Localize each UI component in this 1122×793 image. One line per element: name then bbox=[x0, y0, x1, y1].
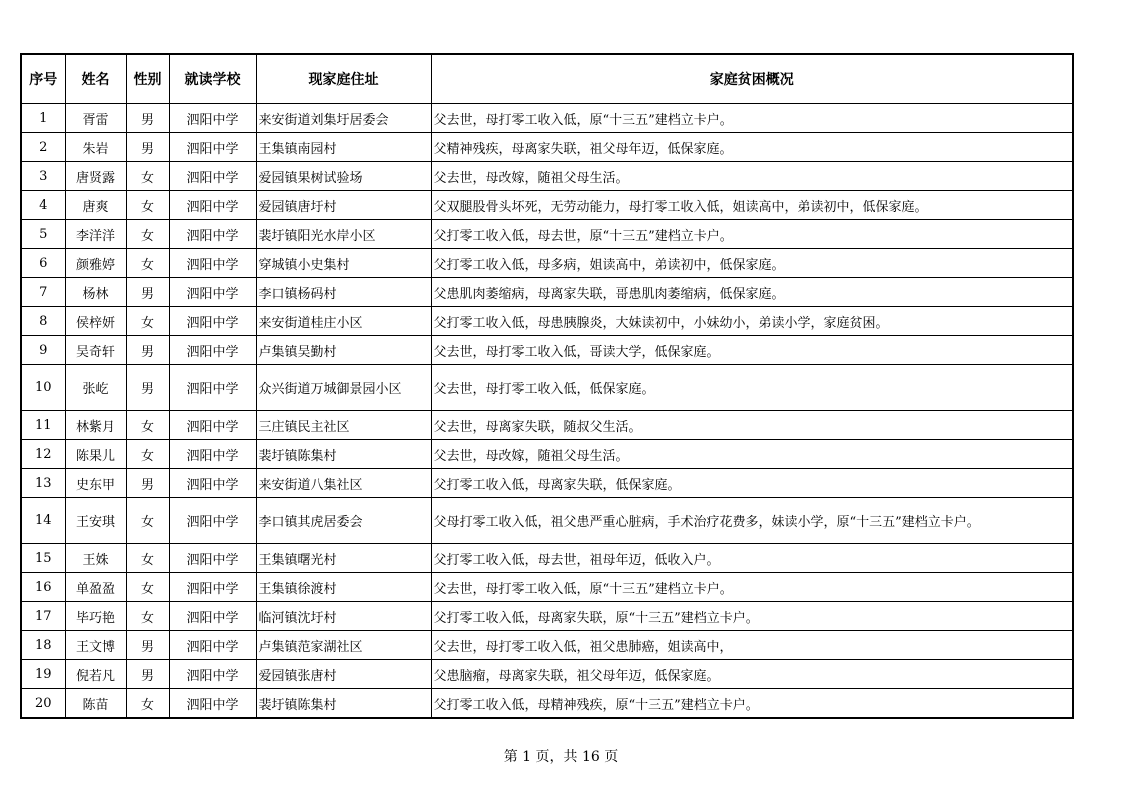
cell-school: 泗阳中学 bbox=[169, 573, 256, 602]
cell-no: 13 bbox=[21, 469, 65, 498]
cell-address: 穿城镇小史集村 bbox=[256, 249, 431, 278]
cell-no: 2 bbox=[21, 133, 65, 162]
table-row bbox=[21, 307, 1073, 336]
cell-school: 泗阳中学 bbox=[169, 278, 256, 307]
cell-no: 3 bbox=[21, 162, 65, 191]
cell-no: 8 bbox=[21, 307, 65, 336]
cell-address: 李口镇其虎居委会 bbox=[256, 498, 431, 544]
cell-school: 泗阳中学 bbox=[169, 191, 256, 220]
cell-school: 泗阳中学 bbox=[169, 220, 256, 249]
cell-gender: 女 bbox=[126, 249, 169, 278]
cell-gender: 女 bbox=[126, 689, 169, 719]
cell-school: 泗阳中学 bbox=[169, 104, 256, 133]
table-row bbox=[21, 220, 1073, 249]
cell-situation: 父去世，母离家失联，随叔父生活。 bbox=[431, 411, 1073, 440]
cell-situation: 父打零工收入低，母去世，原“十三五”建档立卡户。 bbox=[431, 220, 1073, 249]
cell-situation: 父去世，母打零工收入低，祖父患肺癌，姐读高中， bbox=[431, 631, 1073, 660]
student-table bbox=[20, 53, 1074, 719]
cell-situation: 父打零工收入低，母多病，姐读高中，弟读初中，低保家庭。 bbox=[431, 249, 1073, 278]
table-row bbox=[21, 573, 1073, 602]
cell-school: 泗阳中学 bbox=[169, 307, 256, 336]
cell-address: 裴圩镇阳光水岸小区 bbox=[256, 220, 431, 249]
cell-name: 侯梓妍 bbox=[65, 307, 126, 336]
cell-address: 众兴街道万城御景园小区 bbox=[256, 365, 431, 411]
header-address: 现家庭住址 bbox=[256, 54, 431, 104]
cell-situation: 父打零工收入低，母去世，祖母年迈，低收入户。 bbox=[431, 544, 1073, 573]
cell-school: 泗阳中学 bbox=[169, 631, 256, 660]
cell-name: 唐贤露 bbox=[65, 162, 126, 191]
table-row bbox=[21, 162, 1073, 191]
page-footer: 第 1 页，共 16 页 bbox=[503, 749, 619, 765]
cell-name: 倪若凡 bbox=[65, 660, 126, 689]
cell-no: 10 bbox=[21, 365, 65, 411]
table-row bbox=[21, 336, 1073, 365]
cell-gender: 女 bbox=[126, 573, 169, 602]
cell-name: 王姝 bbox=[65, 544, 126, 573]
cell-gender: 女 bbox=[126, 498, 169, 544]
header-school: 就读学校 bbox=[169, 54, 256, 104]
cell-name: 杨林 bbox=[65, 278, 126, 307]
cell-address: 王集镇徐渡村 bbox=[256, 573, 431, 602]
header-situation: 家庭贫困概况 bbox=[431, 54, 1073, 104]
cell-name: 胥雷 bbox=[65, 104, 126, 133]
cell-situation: 父去世，母打零工收入低，低保家庭。 bbox=[431, 365, 1073, 411]
table-row bbox=[21, 133, 1073, 162]
table-row bbox=[21, 544, 1073, 573]
cell-situation: 父打零工收入低，母离家失联，原“十三五”建档立卡户。 bbox=[431, 602, 1073, 631]
table-row bbox=[21, 440, 1073, 469]
cell-situation: 父去世，母打零工收入低，哥读大学，低保家庭。 bbox=[431, 336, 1073, 365]
table-row bbox=[21, 191, 1073, 220]
cell-situation: 父双腿股骨头坏死，无劳动能力，母打零工收入低，姐读高中，弟读初中，低保家庭。 bbox=[431, 191, 1073, 220]
cell-school: 泗阳中学 bbox=[169, 440, 256, 469]
cell-name: 毕巧艳 bbox=[65, 602, 126, 631]
cell-gender: 男 bbox=[126, 336, 169, 365]
cell-address: 裴圩镇陈集村 bbox=[256, 689, 431, 719]
cell-name: 唐爽 bbox=[65, 191, 126, 220]
cell-situation: 父患肌肉萎缩病，母离家失联，哥患肌肉萎缩病，低保家庭。 bbox=[431, 278, 1073, 307]
cell-address: 来安街道刘集圩居委会 bbox=[256, 104, 431, 133]
cell-address: 爱园镇唐圩村 bbox=[256, 191, 431, 220]
cell-gender: 女 bbox=[126, 220, 169, 249]
cell-school: 泗阳中学 bbox=[169, 689, 256, 719]
table-row bbox=[21, 104, 1073, 133]
cell-name: 陈果儿 bbox=[65, 440, 126, 469]
cell-situation: 父打零工收入低，母患胰腺炎，大妹读初中，小妹幼小，弟读小学，家庭贫困。 bbox=[431, 307, 1073, 336]
cell-gender: 男 bbox=[126, 631, 169, 660]
cell-school: 泗阳中学 bbox=[169, 365, 256, 411]
cell-situation: 父去世，母打零工收入低，原“十三五”建档立卡户。 bbox=[431, 104, 1073, 133]
cell-gender: 男 bbox=[126, 660, 169, 689]
cell-school: 泗阳中学 bbox=[169, 498, 256, 544]
cell-situation: 父母打零工收入低，祖父患严重心脏病，手术治疗花费多，妹读小学，原“十三五”建档立卡户。 bbox=[431, 498, 1073, 544]
cell-gender: 女 bbox=[126, 191, 169, 220]
header-no: 序号 bbox=[21, 54, 65, 104]
cell-no: 5 bbox=[21, 220, 65, 249]
cell-name: 李洋洋 bbox=[65, 220, 126, 249]
cell-situation: 父去世，母改嫁，随祖父母生活。 bbox=[431, 162, 1073, 191]
cell-no: 14 bbox=[21, 498, 65, 544]
cell-gender: 女 bbox=[126, 544, 169, 573]
cell-situation: 父患脑瘤，母离家失联，祖父母年迈，低保家庭。 bbox=[431, 660, 1073, 689]
cell-school: 泗阳中学 bbox=[169, 162, 256, 191]
cell-address: 王集镇南园村 bbox=[256, 133, 431, 162]
cell-no: 16 bbox=[21, 573, 65, 602]
cell-address: 爱园镇果树试验场 bbox=[256, 162, 431, 191]
cell-address: 李口镇杨码村 bbox=[256, 278, 431, 307]
cell-gender: 男 bbox=[126, 365, 169, 411]
cell-situation: 父打零工收入低，母离家失联，低保家庭。 bbox=[431, 469, 1073, 498]
cell-gender: 男 bbox=[126, 133, 169, 162]
cell-address: 来安街道八集社区 bbox=[256, 469, 431, 498]
table-row bbox=[21, 411, 1073, 440]
table-row bbox=[21, 278, 1073, 307]
cell-gender: 男 bbox=[126, 469, 169, 498]
cell-name: 史东甲 bbox=[65, 469, 126, 498]
cell-no: 18 bbox=[21, 631, 65, 660]
header-row bbox=[21, 54, 1073, 104]
header-gender: 性别 bbox=[126, 54, 169, 104]
cell-gender: 女 bbox=[126, 307, 169, 336]
cell-school: 泗阳中学 bbox=[169, 660, 256, 689]
header-name: 姓名 bbox=[65, 54, 126, 104]
cell-school: 泗阳中学 bbox=[169, 544, 256, 573]
cell-name: 王文博 bbox=[65, 631, 126, 660]
cell-school: 泗阳中学 bbox=[169, 336, 256, 365]
table-row bbox=[21, 469, 1073, 498]
cell-no: 17 bbox=[21, 602, 65, 631]
cell-no: 7 bbox=[21, 278, 65, 307]
cell-name: 陈苗 bbox=[65, 689, 126, 719]
cell-address: 爱园镇张唐村 bbox=[256, 660, 431, 689]
cell-gender: 女 bbox=[126, 162, 169, 191]
cell-name: 吴奇轩 bbox=[65, 336, 126, 365]
table-row bbox=[21, 631, 1073, 660]
cell-gender: 男 bbox=[126, 278, 169, 307]
cell-no: 15 bbox=[21, 544, 65, 573]
cell-gender: 女 bbox=[126, 411, 169, 440]
cell-no: 6 bbox=[21, 249, 65, 278]
cell-school: 泗阳中学 bbox=[169, 249, 256, 278]
table-row bbox=[21, 660, 1073, 689]
cell-no: 20 bbox=[21, 689, 65, 719]
cell-school: 泗阳中学 bbox=[169, 133, 256, 162]
cell-address: 王集镇曙光村 bbox=[256, 544, 431, 573]
cell-situation: 父打零工收入低，母精神残疾，原“十三五”建档立卡户。 bbox=[431, 689, 1073, 719]
cell-school: 泗阳中学 bbox=[169, 602, 256, 631]
cell-name: 张屹 bbox=[65, 365, 126, 411]
table-row bbox=[21, 602, 1073, 631]
cell-no: 11 bbox=[21, 411, 65, 440]
cell-address: 卢集镇范家湖社区 bbox=[256, 631, 431, 660]
cell-no: 19 bbox=[21, 660, 65, 689]
cell-address: 临河镇沈圩村 bbox=[256, 602, 431, 631]
table-row bbox=[21, 365, 1073, 411]
cell-no: 1 bbox=[21, 104, 65, 133]
cell-name: 朱岩 bbox=[65, 133, 126, 162]
cell-address: 来安街道桂庄小区 bbox=[256, 307, 431, 336]
table-row bbox=[21, 689, 1073, 719]
cell-situation: 父去世，母打零工收入低，原“十三五”建档立卡户。 bbox=[431, 573, 1073, 602]
cell-gender: 男 bbox=[126, 104, 169, 133]
cell-no: 9 bbox=[21, 336, 65, 365]
cell-school: 泗阳中学 bbox=[169, 411, 256, 440]
cell-situation: 父去世，母改嫁，随祖父母生活。 bbox=[431, 440, 1073, 469]
cell-no: 12 bbox=[21, 440, 65, 469]
cell-address: 裴圩镇陈集村 bbox=[256, 440, 431, 469]
cell-name: 颜雅婷 bbox=[65, 249, 126, 278]
cell-gender: 女 bbox=[126, 602, 169, 631]
cell-name: 王安琪 bbox=[65, 498, 126, 544]
cell-gender: 女 bbox=[126, 440, 169, 469]
cell-name: 单盈盈 bbox=[65, 573, 126, 602]
table-row bbox=[21, 249, 1073, 278]
table-row bbox=[21, 498, 1073, 544]
cell-address: 三庄镇民主社区 bbox=[256, 411, 431, 440]
cell-situation: 父精神残疾，母离家失联，祖父母年迈，低保家庭。 bbox=[431, 133, 1073, 162]
cell-school: 泗阳中学 bbox=[169, 469, 256, 498]
cell-name: 林紫月 bbox=[65, 411, 126, 440]
cell-no: 4 bbox=[21, 191, 65, 220]
cell-address: 卢集镇吴勤村 bbox=[256, 336, 431, 365]
